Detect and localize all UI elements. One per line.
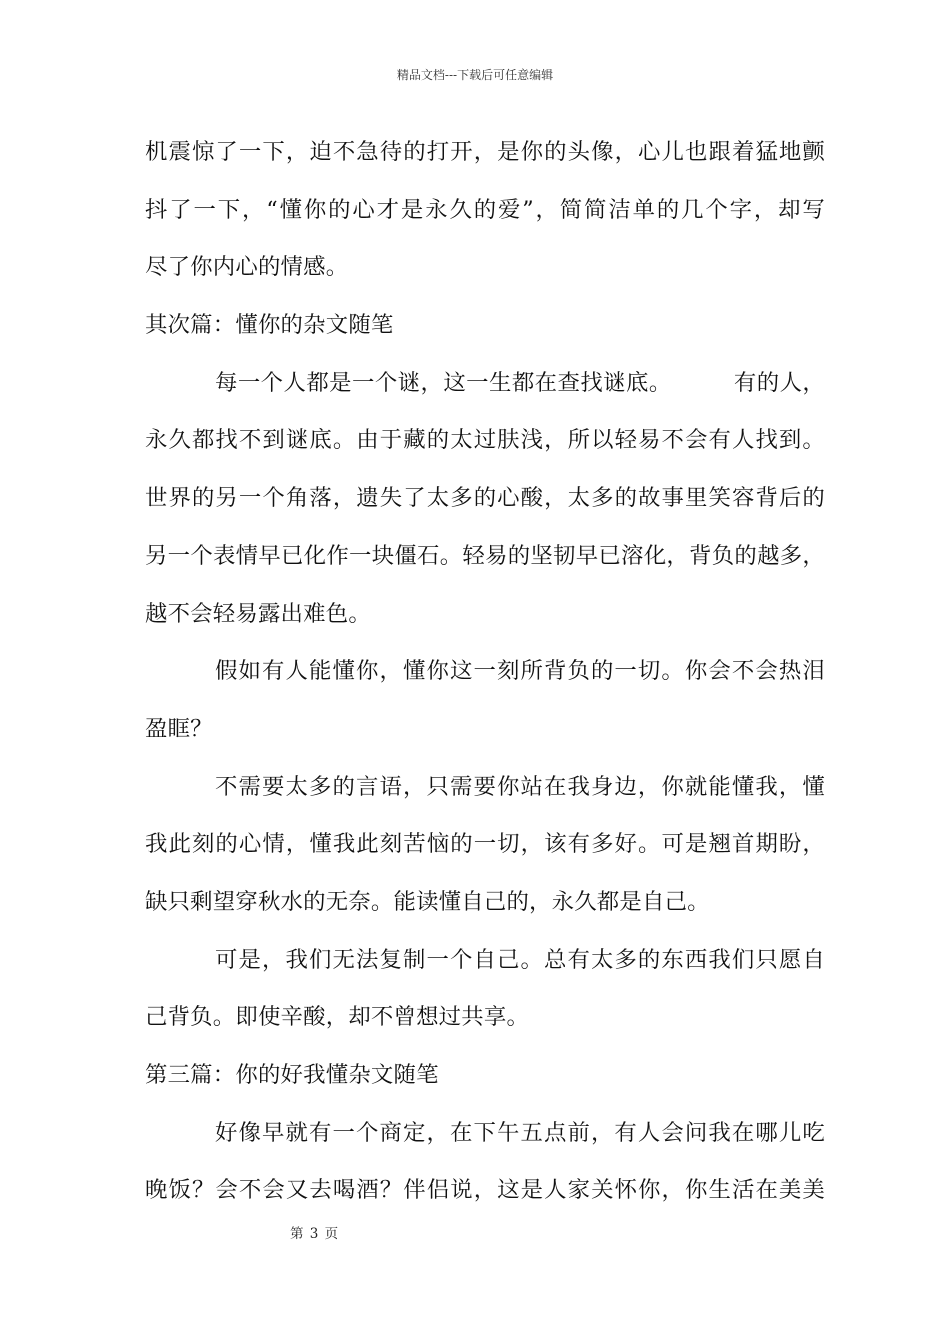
section-heading: 第三篇：你的好我懂杂文随笔 xyxy=(145,1062,439,1088)
text-line: 我此刻的心情，懂我此刻苦恼的一切，该有多好。可是翘首期盼， xyxy=(145,831,825,858)
text-line: 缺只剩望穿秋水的无奈。能读懂自己的，永久都是自己。 xyxy=(145,888,710,915)
page-number: 第 3 页 xyxy=(290,1226,340,1242)
text-segment: 有的人， xyxy=(733,369,825,396)
text-line: 世界的另一个角落，遗失了太多的心酸，太多的故事里笑容背后的 xyxy=(145,485,825,512)
section-heading: 其次篇：懂你的杂文随笔 xyxy=(145,312,394,339)
paragraph-start-line: 可是，我们无法复制一个自己。总有太多的东西我们只愿自 xyxy=(215,946,825,973)
text-line: 永久都找不到谜底。由于藏的太过肤浅，所以轻易不会有人找到。 xyxy=(145,427,825,454)
document-body xyxy=(145,128,825,1224)
paragraph-start-line: 假如有人能懂你，懂你这一刻所背负的一切。你会不会热泪 xyxy=(215,658,825,685)
text-line: 尽了你内心的情感。 xyxy=(145,254,349,281)
page-header: 精品文档---下载后可任意编辑 xyxy=(396,68,554,82)
text-line: 另一个表情早已化作一块僵石。轻易的坚韧早已溶化，背负的越多， xyxy=(145,542,825,569)
paragraph-start-line: 好像早就有一个商定，在下午五点前，有人会问我在哪儿吃 xyxy=(215,1119,825,1146)
text-line: 机震惊了一下，迫不急待的打开，是你的头像，心儿也跟着猛地颤 xyxy=(145,139,825,165)
paragraph-start-line: 不需要太多的言语，只需要你站在我身边，你就能懂我，懂 xyxy=(215,773,825,800)
text-line: 盈眶？ xyxy=(145,715,213,742)
text-line: 抖了一下，“懂你的心才是永久的爱”，简简洁单的几个字，却写 xyxy=(145,196,825,223)
text-line: 晚饭？会不会又去喝酒？伴侣说，这是人家关怀你，你生活在美美 xyxy=(145,1177,825,1204)
paragraph-start-line xyxy=(145,359,825,417)
text-line: 己背负。即使辛酸，却不曾想过共享。 xyxy=(145,1004,530,1031)
text-line: 越不会轻易露出难色。 xyxy=(145,600,371,627)
text-segment: 每一个人都是一个谜，这一生都在查找谜底。 xyxy=(215,369,672,396)
